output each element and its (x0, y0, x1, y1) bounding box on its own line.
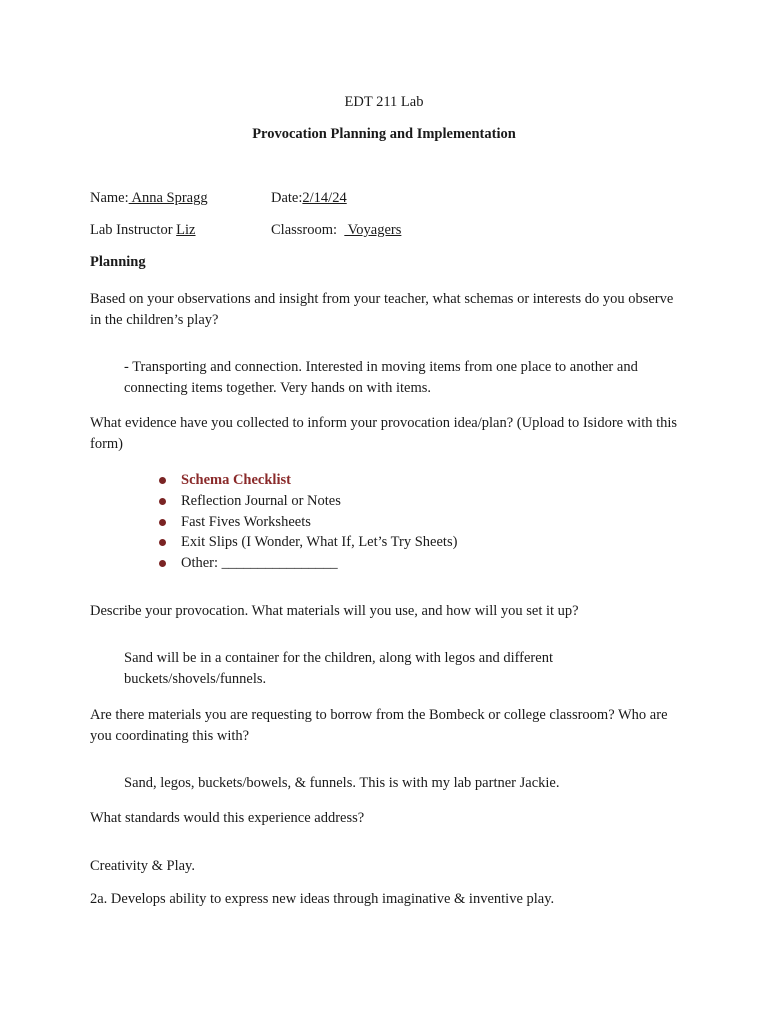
name-label: Name: (90, 190, 129, 206)
bullet-icon (159, 498, 166, 505)
evidence-item: Schema Checklist (158, 470, 457, 491)
bullet-icon (159, 560, 166, 567)
date-label: Date: (271, 190, 303, 206)
classroom-value: Voyagers (344, 222, 402, 238)
classroom-field (271, 222, 401, 239)
evidence-item: Reflection Journal or Notes (158, 491, 457, 512)
answer-standards-area: Creativity & Play. (90, 858, 195, 874)
answer-materials: Sand, legos, buckets/bowels, & funnels. This is with my lab partner Jackie. (124, 775, 560, 791)
name-field (90, 190, 208, 207)
question-standards: What standards would this experience address? (90, 810, 365, 826)
instructor-field (90, 222, 196, 239)
classroom-label: Classroom: (271, 222, 345, 238)
answer-schemas: - Transporting and connection. Interested in moving items from one place to another and connecting items together. Very hands on with items. (124, 359, 638, 396)
question-evidence: What evidence have you collected to inform your provocation idea/plan? (Upload to Isidore with this form) (90, 415, 678, 452)
evidence-item: Exit Slips (I Wonder, What If, Let’s Try Sheets) (158, 532, 457, 553)
evidence-item: Other: ________________ (158, 553, 457, 574)
answer-provocation: Sand will be in a container for the children, along with legos and different buckets/shovels/funnels. (124, 650, 553, 687)
question-materials: Are there materials you are requesting to borrow from the Bombeck or college classroom? Who are you coordinating this with? (90, 707, 668, 744)
question-provocation: Describe your provocation. What materials will you use, and how will you set it up? (90, 603, 579, 619)
bullet-icon (159, 519, 166, 526)
planning-heading: Planning (90, 254, 146, 270)
date-field (271, 190, 347, 207)
bullet-icon (159, 539, 166, 546)
instructor-label: Lab Instructor (90, 222, 177, 238)
evidence-list (158, 470, 457, 574)
instructor-value: Liz (176, 222, 196, 238)
course-title: EDT 211 Lab (344, 94, 424, 110)
bullet-icon (159, 477, 166, 484)
page-title: Provocation Planning and Implementation (252, 126, 516, 142)
evidence-item: Fast Fives Worksheets (158, 512, 457, 533)
answer-standards-detail: 2a. Develops ability to express new ideas through imaginative & inventive play. (90, 891, 555, 907)
name-value: Anna Spragg (128, 190, 208, 206)
question-schemas: Based on your observations and insight from your teacher, what schemas or interests do you observe in the children’s play? (90, 291, 674, 328)
date-value: 2/14/24 (302, 190, 347, 206)
